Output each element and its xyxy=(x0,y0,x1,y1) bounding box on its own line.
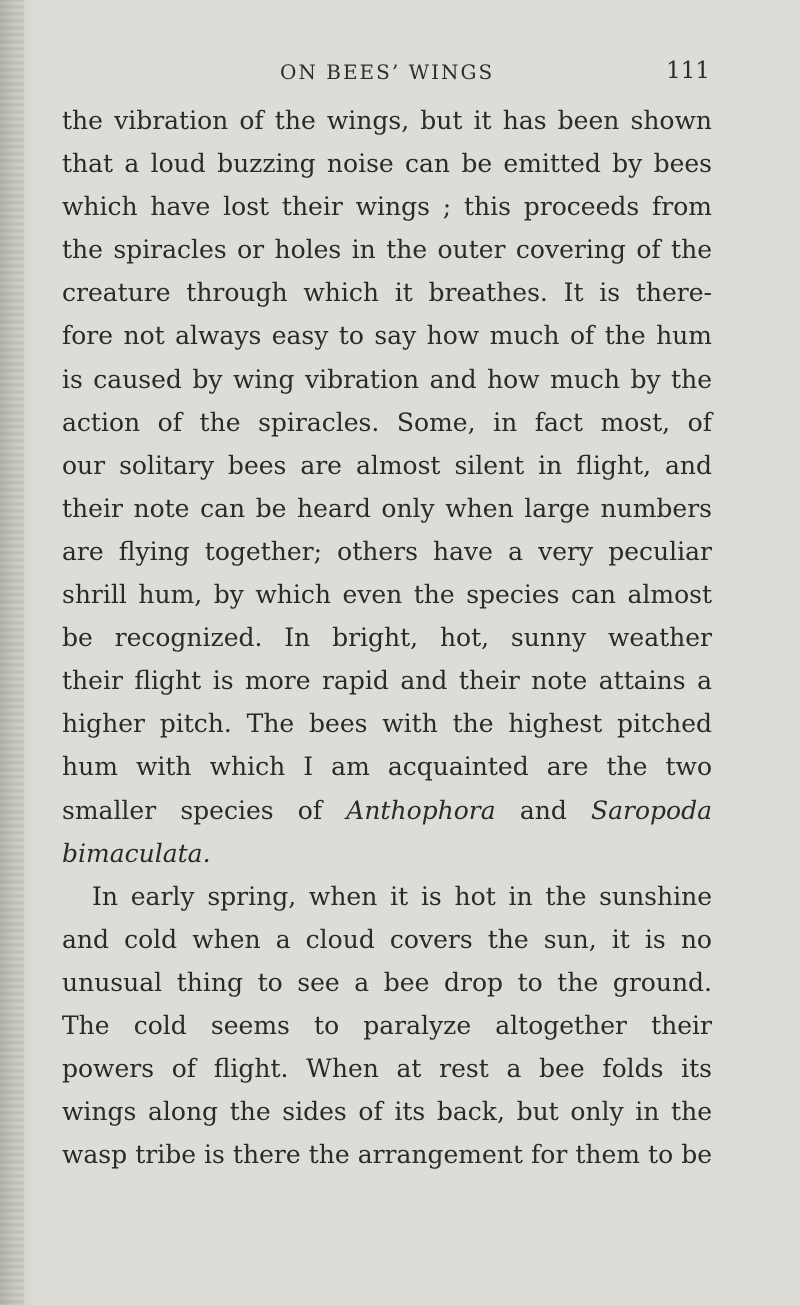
text-line: wasp tribe is there the arrangement for them to be xyxy=(62,1140,712,1170)
text-line: powers of flight. When at rest a bee folds its xyxy=(62,1054,712,1084)
page-header xyxy=(70,56,710,92)
text-line: action of the spiracles. Some, in fact most, of xyxy=(62,407,712,437)
text-line: that a loud buzzing noise can be emitted by bees xyxy=(62,149,712,179)
text-line: be recognized. In bright, hot, sunny weather xyxy=(62,623,712,653)
text-line: the vibration of the wings, but it has been shown xyxy=(62,106,712,135)
genus-anthophora: Anthophora xyxy=(346,795,496,825)
text-line: which have lost their wings ; this proceeds from xyxy=(62,192,712,222)
page-number: 111 xyxy=(666,58,710,84)
text-line: fore not always easy to say how much of the hum xyxy=(62,321,712,351)
text-line: higher pitch. The bees with the highest pitched xyxy=(62,709,712,739)
text-line: hum with which I am acquainted are the two xyxy=(62,752,712,782)
text-line: is caused by wing vibration and how much by the xyxy=(62,364,712,394)
text-line: the spiracles or holes in the outer covering of the xyxy=(62,235,712,265)
text-line: and cold when a cloud covers the sun, it is no xyxy=(62,924,712,954)
text-segment: and xyxy=(495,795,591,825)
text-line-species xyxy=(62,789,712,832)
text-line: shrill hum, by which even the species can almost xyxy=(62,580,712,610)
text-line: unusual thing to see a bee drop to the ground. xyxy=(62,967,712,997)
paragraph-start: In early spring, when it is hot in the sunshine xyxy=(92,881,712,911)
running-head: ON BEES’ WINGS xyxy=(280,60,495,84)
text-line: our solitary bees are almost silent in flight, and xyxy=(62,450,712,480)
body-text xyxy=(62,99,712,1176)
genus-saropoda: Saropoda xyxy=(591,795,712,825)
species-bimaculata: bimaculata. xyxy=(62,838,211,868)
text-segment: smaller species of xyxy=(62,795,347,825)
text-line: their flight is more rapid and their note attains a xyxy=(62,666,712,696)
text-line: are flying together; others have a very peculiar xyxy=(62,536,712,566)
text-line: creature through which it breathes. It is there- xyxy=(62,278,712,308)
text-line: their note can be heard only when large numbers xyxy=(62,493,712,523)
text-line: wings along the sides of its back, but only in the xyxy=(62,1097,712,1127)
page-gutter xyxy=(0,0,24,1305)
text-line: The cold seems to paralyze altogether their xyxy=(62,1010,712,1040)
